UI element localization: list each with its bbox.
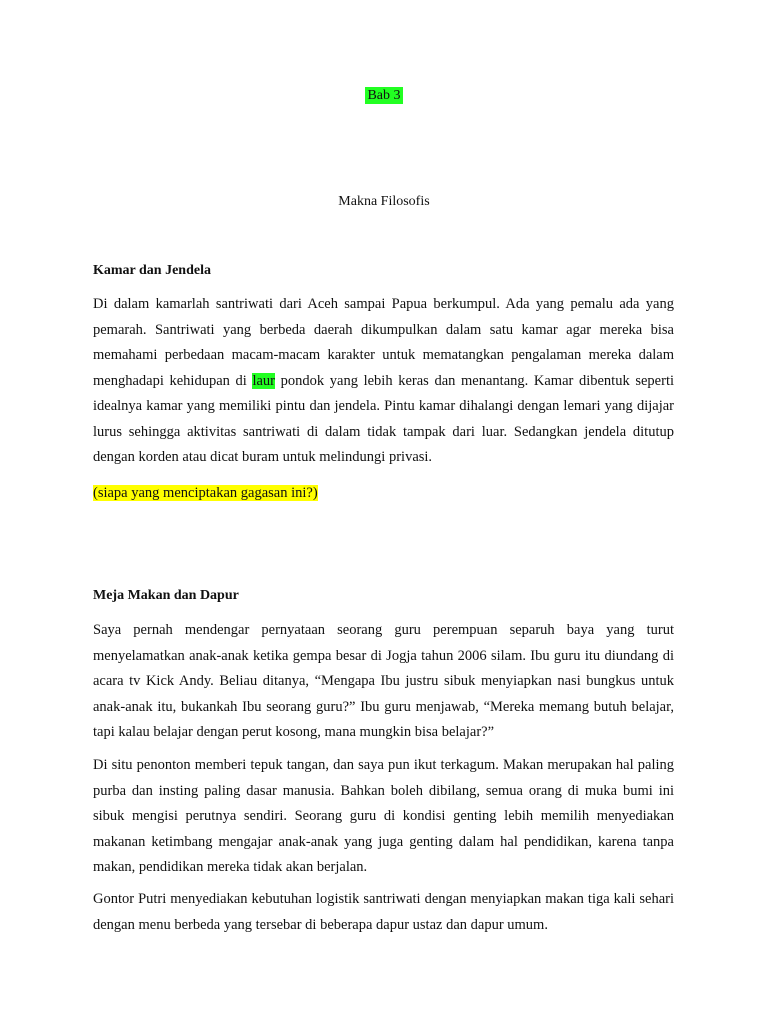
highlighted-word: laur <box>252 372 275 389</box>
paragraph-meja-1: Saya pernah mendengar pernyataan seorang guru perempuan separuh baya yang turut menyelamatkan anak-anak ketika gempa besar di Jogja tahun 2006 silam. Ibu guru itu diundang di acara tv Kick Andy. Beliau ditanya, “Mengapa Ibu justru sibuk menyiapkan nasi bungkus untuk anak-anak itu, bukankah Ibu seorang guru?” Ibu guru menjawab, “Mereka memang butuh belajar, tapi kalau belajar dengan perut kosong, mana mungkin bisa belajar?” <box>93 622 674 740</box>
document-title: Makna Filosofis <box>338 194 430 209</box>
paragraph-meja-2: Di situ penonton memberi tepuk tangan, dan saya pun ikut terkagum. Makan merupakan hal paling purba dan insting paling dasar manusia. Bahkan boleh dibilang, semua orang di muka bumi ini sibuk mengisi perutnya sendiri. Seorang guru di kondisi genting lebih memilih menyediakan makanan ketimbang mengajar anak-anak yang juga genting dalam hal pendidikan, karena tanpa makan, pendidikan mereka tidak akan berjalan. <box>93 757 674 875</box>
editor-note-text: (siapa yang menciptakan gagasan ini?) <box>93 485 318 501</box>
editor-note <box>93 484 318 502</box>
paragraph-kamar-start: Di dalam kamarlah santriwati dari Aceh sampai Papua berkumpul. Ada yang pemalu ada yang pemarah. Santriwati yang berbeda daerah dikumpulkan dalam satu kamar agar mereka bisa memahami perbedaan macam-macam karakter untuk mematangkan pengalaman mereka dalam menghadapi kehidupan di <box>93 296 674 389</box>
chapter-label <box>0 87 768 105</box>
section-heading-meja: Meja Makan dan Dapur <box>93 588 239 603</box>
section-heading-kamar: Kamar dan Jendela <box>93 263 211 278</box>
paragraph-kamar-end: pondok yang lebih keras dan menantang. Kamar dibentuk seperti idealnya kamar yang memiliki pintu dan jendela. Pintu kamar dihalangi dengan lemari yang dijajar lurus sehingga aktivitas santriwati di dalam tidak tampak dari luar. Sedangkan jendela ditutup dengan korden atau dicat buram untuk melindungi privasi. <box>93 372 674 465</box>
paragraph-kamar <box>93 292 674 471</box>
paragraph-meja-3: Gontor Putri menyediakan kebutuhan logistik santriwati dengan menyiapkan makan tiga kali sehari dengan menu berbeda yang tersebar di beberapa dapur ustaz dan dapur umum. <box>93 891 674 933</box>
chapter-label-text: Bab 3 <box>367 88 401 103</box>
